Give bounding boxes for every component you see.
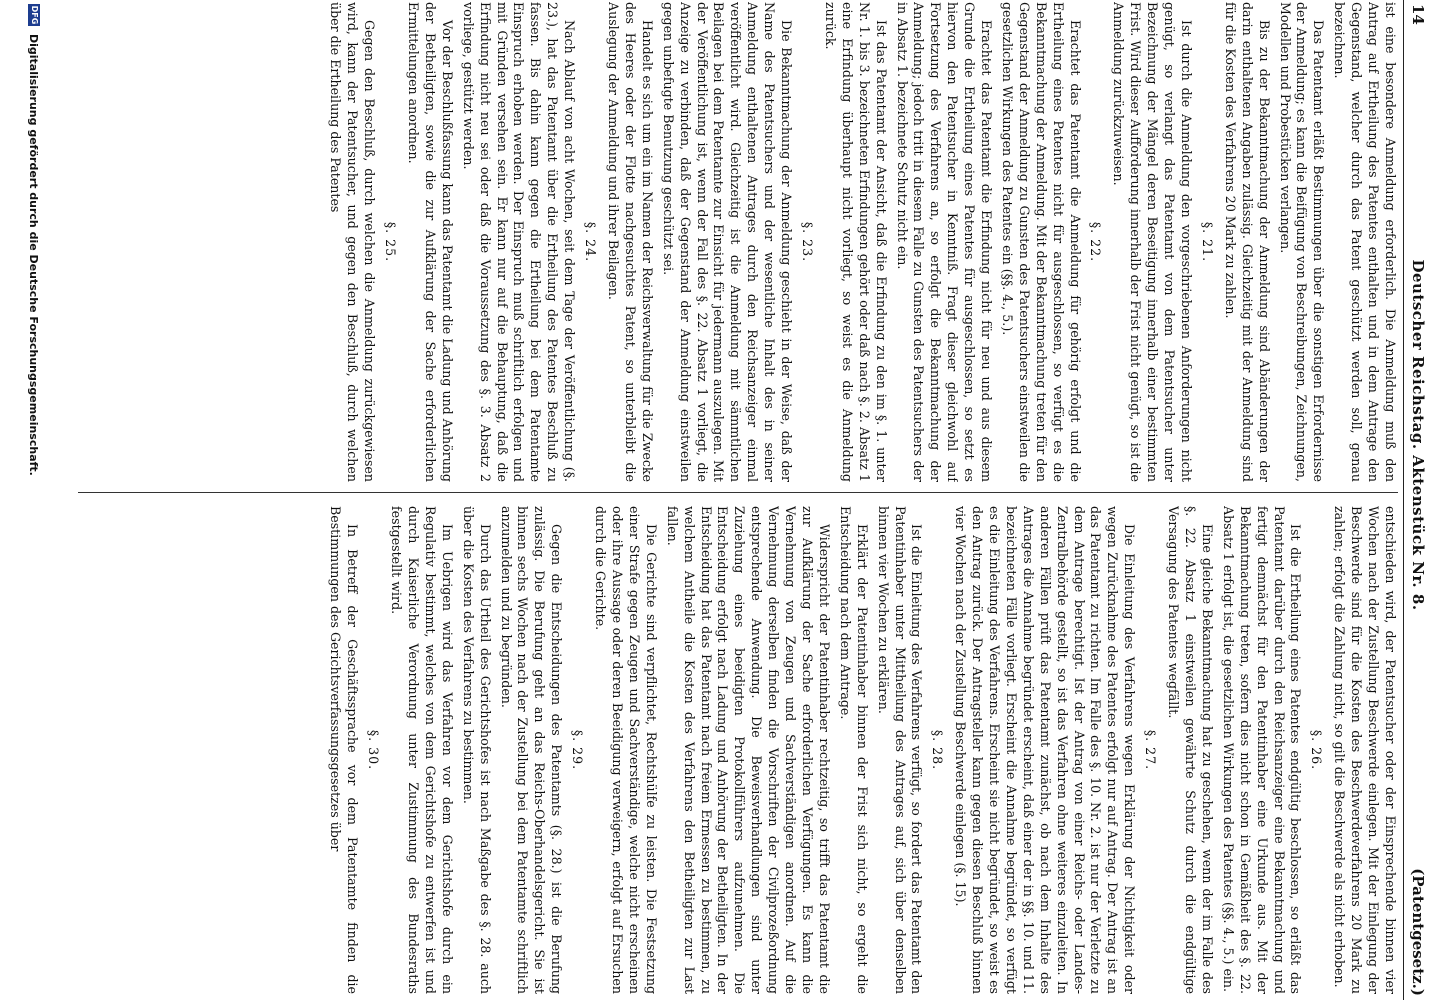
paragraph: In Betreff der Geschäftssprache vor dem Patentamte finden die Bestimmungen des Gerichtsverfassungsgesetzes über (328, 506, 361, 994)
page-number: 14 (1409, 4, 1427, 25)
section-heading: §. 21. (1199, 221, 1215, 263)
paragraph: Durch das Urtheil des Gerichtshofes ist nach Maßgabe des §. 28. auch über die Kosten des Verfahrens zu bestimmen. (460, 506, 493, 994)
paragraph: Ist durch die Anmeldung den vorgeschriebenen Anforderungen nicht genügt, so verlangt das Patentamt von dem Patentsucher unter Bezeichnung der Mängel deren Beseitigung innerhalb einer bestimmten Frist. Wird dieser Aufforderung innerhalb der Frist nicht genügt, so ist die Anmeldung zurückzuweisen. (1111, 2, 1195, 482)
right-text-column (78, 506, 1398, 994)
paragraph: Ist die Einleitung des Verfahrens verfügt, so fordert das Patentamt den Patentinhaber unter Mittheilung des Antrages auf, sich über denselben binnen vier Wochen zu erklären. (875, 506, 925, 994)
section-heading: §. 25. (383, 221, 399, 263)
paragraph: Gegen den Beschluß, durch welchen die Anmeldung zurückgewiesen wird, kann der Patentsucher, und gegen den Beschluß, durch welchen über die Ertheilung des Patentes (328, 2, 378, 482)
section-heading: §. 26. (1309, 729, 1325, 771)
page-header (1403, 0, 1432, 1000)
paragraph: Erachtet das Patentamt die Erfindung nicht für neu und aus diesem Grunde die Ertheilung eines Patentes für ausgeschlossen, so setzt es hiervon den Patentsucher in Kenntniß. Fragt dieser gleichwohl auf Fortsetzung des Verfahrens an, so erfolgt die Bekanntmachung der Anmeldung; jedoch tritt in diesem Falle zu Gunsten des Patentsuchers der in Absatz 1. bezeichnete Schutz nicht ein. (894, 2, 995, 482)
paragraph: Die Gerichte sind verpflichtet, Rechtshülfe zu leisten. Die Festsetzung einer Strafe gegen Zeugen und Sachverständige, welche nicht erscheinen oder ihre Aussage oder deren Beeidigung verweigern, erfolgt auf Ersuchen durch die Gerichte. (593, 506, 659, 994)
paragraph: Erachtet das Patentamt die Anmeldung für gehörig erfolgt und die Ertheilung eines Patentes nicht für ausgeschlossen, so verfügt es die Bekanntmachung der Anmeldung. Mit der Bekanntmachung treten für den Gegenstand der Anmeldung zu Gunsten des Patentsuchers einstweilen die gesetzlichen Wirkungen des Patentes ein (§§. 4., 5.). (999, 2, 1083, 482)
section-heading: §. 30. (366, 729, 382, 771)
section-heading: §. 27. (1143, 729, 1159, 771)
left-text-column (78, 2, 1398, 482)
rotated-document-page (12, 0, 1432, 1000)
paragraph: Widerspricht der Patentinhaber rechtzeitig, so trifft das Patentamt die zur Aufklärung der Sache erforderlichen Verfügungen. Es kann die Vernehmung von Zeugen und Sachverständigen anordnen. Auf die Vernehmung derselben finden die Vorschriften der Civilprozeßordnung entsprechende Anwendung. Die Beweisverhandlungen sind unter Zuziehung eines beeidigten Protokollführers aufzunehmen. Die Entscheidung erfolgt nach Ladung und Anhörung der Betheiligten. In der Entscheidung hat das Patentamt nach freiem Ermessen zu bestimmen, zu welchem Antheile die Kosten des Verfahrens den Betheiligten zur Last fallen. (664, 506, 832, 994)
credit-text: Digitalisierung gefördert durch die Deutsche Forschungsgemeinschaft. (27, 34, 41, 476)
paragraph: Erklärt der Patentinhaber binnen der Frist sich nicht, so ergeht die Entscheidung nach dem Antrage. (837, 506, 870, 994)
section-heading: §. 22. (1088, 221, 1104, 263)
document-title: (Patentgesetz.) (1409, 868, 1427, 996)
running-title: Deutscher Reichstag. Aktenstück Nr. 8. (1409, 259, 1427, 611)
paragraph: Ist das Patentamt der Ansicht, daß die Erfindung zu den im §. 1. unter Nr. 1. bis 3. bezeichneten Erfindungen gehört oder daß nach §. 2. Absatz 1 eine Erfindung überhaupt nicht vorliegt, so weist es die Anmeldung zurück. (822, 2, 889, 482)
column-divider (78, 492, 1398, 493)
paragraph: Ist die Ertheilung eines Patentes endgültig beschlossen, so erläßt das Patentamt darüber durch den Reichsanzeiger eine Bekanntmachung und fertigt demnächst für den Patentinhaber eine Urkunde aus. Mit der Bekanntmachung treten, sofern dies nicht schon in Gemäßheit des §. 22. Absatz 1 erfolgt ist, die gesetzlichen Wirkungen des Patentes (§§. 4., 5.) ein. (1220, 506, 1304, 994)
paragraph: Das Patentamt erläßt Bestimmungen über die sonstigen Erfordernisse der Anmeldung; es kann die Beifügung von Beschreibungen, Zeichnungen, Modellen und Probestücken verlangen. (1277, 2, 1327, 482)
paragraph: Vor der Beschlußfassung kann das Patentamt die Ladung und Anhörung der Betheiligten, sowie die zur Aufklärung der Sache erforderlichen Ermittelungen anordnen. (406, 2, 455, 482)
section-heading: §. 24. (583, 221, 599, 263)
section-heading: §. 29. (570, 729, 586, 771)
paragraph: Bis zu der Bekanntmachung der Anmeldung sind Abänderungen der darin enthaltenen Angaben zulässig. Gleichzeitig mit der Anmeldung sind für die Kosten des Verfahrens 20 Mark zu zahlen. (1222, 2, 1272, 482)
paragraph: Handelt es sich um ein im Namen der Reichsverwaltung für die Zwecke des Heeres oder der Flotte nachgesuchtes Patent, so unterbleibt die Auslegung der Anmeldung und ihrer Beilagen. (606, 2, 655, 482)
paragraph: Die Einleitung des Verfahrens wegen Erklärung der Nichtigkeit oder wegen Zurücknahme des Patentes erfolgt nur auf Antrag. Der Antrag ist an das Patentamt zu richten. Im Falle des §. 10. Nr. 2. ist nur der Verletzte zu dem Antrage berechtigt. Ist der Antrag von einer Reichs- oder Landes-Zentralbehörde gestellt, so ist das Verfahren ohne weiteres einzuleiten. In anderen Fällen prüft das Patentamt zunächst, ob nach dem Inhalte des Antrages die Annahme begründet erscheint, daß einer der in §§. 10. und 11. bezeichneten Fälle vorliegt. Erscheint die Annahme begründet, so verfügt es die Einleitung des Verfahrens. Erscheint sie nicht begründet, so weist es den Antrag zurück. Der Antragsteller kann gegen diesen Beschluß binnen vier Wochen nach der Zustellung Beschwerde einlegen (§. 15). (953, 506, 1138, 994)
paragraph: entschieden wird, der Patentsucher oder der Einsprechende binnen vier Wochen nach der Zustellung Beschwerde einlegen. Mit der Einlegung der Beschwerde sind für die Kosten des Beschwerdeverfahrens 20 Mark zu zahlen; erfolgt die Zahlung nicht, so gilt die Beschwerde als nicht erhoben. (1332, 506, 1398, 994)
digitization-credit (24, 0, 44, 1004)
dfg-logo: DFG (30, 5, 39, 25)
paragraph: Eine gleiche Bekanntmachung hat zu geschehen, wenn der im Falle des §. 22. Absatz 1 einstweilen gewährte Schutz durch die endgültige Versagung des Patentes wegfällt. (1166, 506, 1215, 994)
paragraph: Gegen die Entscheidungen des Patentamts (§. 28.) ist die Berufung zulässig. Die Berufung geht an das Reichs-Oberhandelsgericht. Sie ist binnen sechs Wochen nach der Zustellung bei dem Patentamte schriftlich anzumelden und zu begründen. (498, 506, 565, 994)
paragraph: Nach Ablauf von acht Wochen, seit dem Tage der Veröffentlichung (§. 23.), hat das Patentamt über die Ertheilung des Patentes Beschluß zu fassen. Bis dahin kann gegen die Ertheilung bei dem Patentamte Einspruch erhoben werden. Der Einspruch muß schriftlich erfolgen und mit Gründen versehen sein. Er kann nur auf die Behauptung, daß die Erfindung nicht neu sei oder daß die Voraussetzung des §. 3. Absatz 2 vorliege, gestützt werden. (460, 2, 578, 482)
section-heading: §. 23. (800, 221, 815, 263)
section-heading: §. 28. (930, 729, 946, 771)
paragraph: Die Bekanntmachung der Anmeldung geschieht in der Weise, daß der Name des Patentsuchers und der wesentliche Inhalt des in seiner Anmeldung enthaltenen Antrages durch den Reichsanzeiger einmal veröffentlicht wird. Gleichzeitig ist die Anmeldung mit sämmtlichen Beilagen bei dem Patentamte zur Einsicht für jedermann auszulegen. Mit der Veröffentlichung ist, wenn der Fall des §. 22. Absatz 1 vorliegt, die Anzeige zu verbinden, daß der Gegenstand der Anmeldung einstweilen gegen unbefugte Benutzung geschützt sei. (660, 2, 795, 482)
paragraph: ist eine besondere Anmeldung erforderlich. Die Anmeldung muß den Antrag auf Ertheilung des Patentes enthalten und in dem Antrage den Gegenstand, welcher durch das Patent geschützt werden soll, genau bezeichnen. (1332, 2, 1398, 482)
paragraph: Im Uebrigen wird das Verfahren vor dem Gerichtshofe durch ein Regulativ bestimmt, welches von dem Gerichtshofe zu entwerfen ist und durch Kaiserliche Verordnung unter Zustimmung des Bundesraths festgestellt wird. (389, 506, 455, 994)
